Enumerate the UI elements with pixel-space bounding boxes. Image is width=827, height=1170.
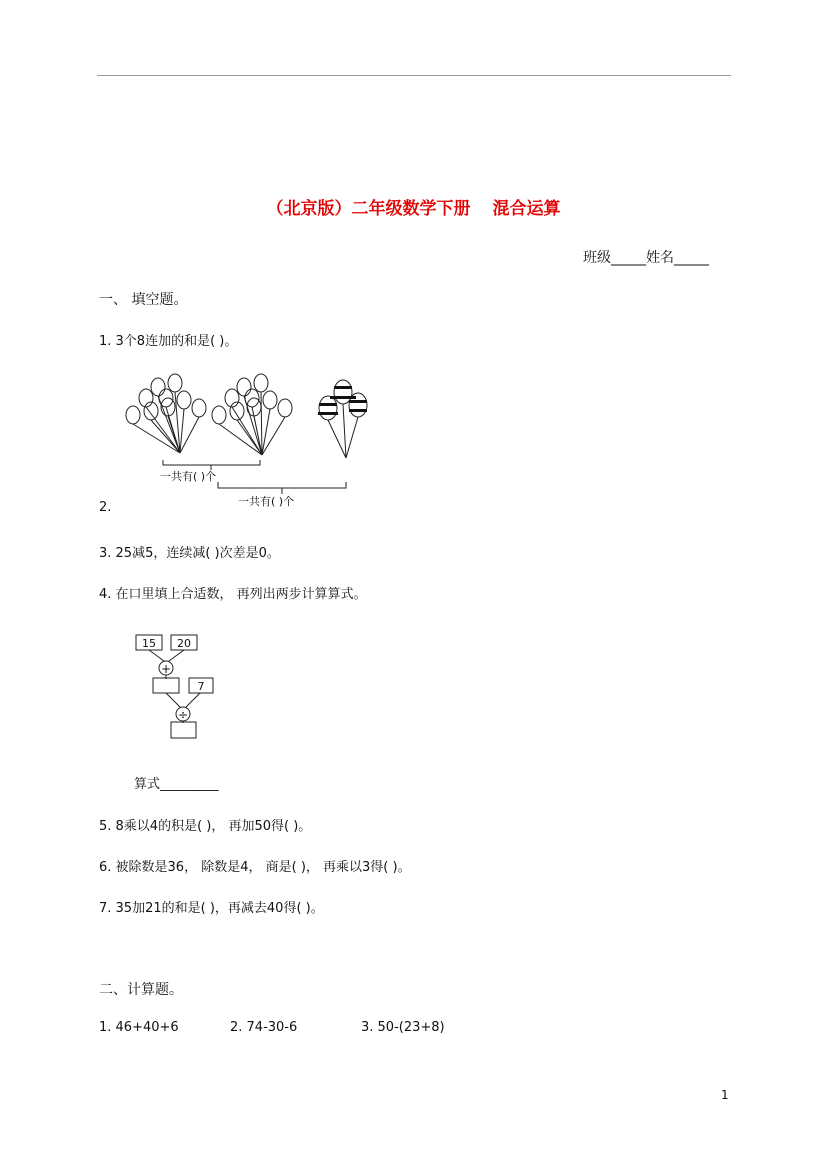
brace-2 <box>218 482 346 494</box>
question-3: 3. 25减5，连续减( )次差是0。 <box>99 546 280 561</box>
balloons-label-2: 一共有( )个 <box>238 495 295 508</box>
result-box-2 <box>171 722 196 738</box>
formula-line: 算式_________ <box>134 777 219 792</box>
balloons-figure <box>118 370 368 515</box>
header-rule <box>97 75 731 76</box>
section1-heading: 一、 填空题。 <box>99 292 188 308</box>
plus-sign: + <box>160 662 172 676</box>
student-info: 班级_____姓名_____ <box>583 250 709 266</box>
question-7: 7. 35加21的和是( )，再减去40得( )。 <box>99 901 324 916</box>
calc-item-1: 1. 46+40+6 <box>99 1020 179 1035</box>
balloon-group-1 <box>126 374 206 453</box>
balloon-group-3 <box>319 380 367 458</box>
question-2: 2. <box>99 500 112 515</box>
balloons-label-1: 一共有( )个 <box>160 470 217 483</box>
page-number: 1 <box>721 1088 729 1102</box>
brace-1 <box>163 460 260 470</box>
calc-item-3: 3. 50-(23+8) <box>361 1020 445 1035</box>
box-4-value: 7 <box>197 680 205 693</box>
title-main: （北京版）二年级数学下册 <box>266 199 471 219</box>
calc-diagram <box>134 633 224 743</box>
title-topic: 混合运算 <box>492 199 561 219</box>
question-1: 1. 3个8连加的和是( )。 <box>99 334 238 349</box>
question-6: 6. 被除数是36， 除数是4， 商是( )， 再乘以3得( )。 <box>99 860 411 875</box>
divide-sign: ÷ <box>177 708 189 722</box>
question-4: 4. 在口里填上合适数， 再列出两步计算算式。 <box>99 587 367 602</box>
box-1-value: 15 <box>142 637 156 650</box>
question-5: 5. 8乘以4的积是( )， 再加50得( )。 <box>99 819 312 834</box>
result-box-1 <box>153 678 179 693</box>
box-2-value: 20 <box>177 637 191 650</box>
page-title <box>0 194 827 219</box>
section2-heading: 二、计算题。 <box>99 982 183 998</box>
calc-item-2: 2. 74-30-6 <box>230 1020 298 1035</box>
balloon-group-2 <box>212 374 292 455</box>
